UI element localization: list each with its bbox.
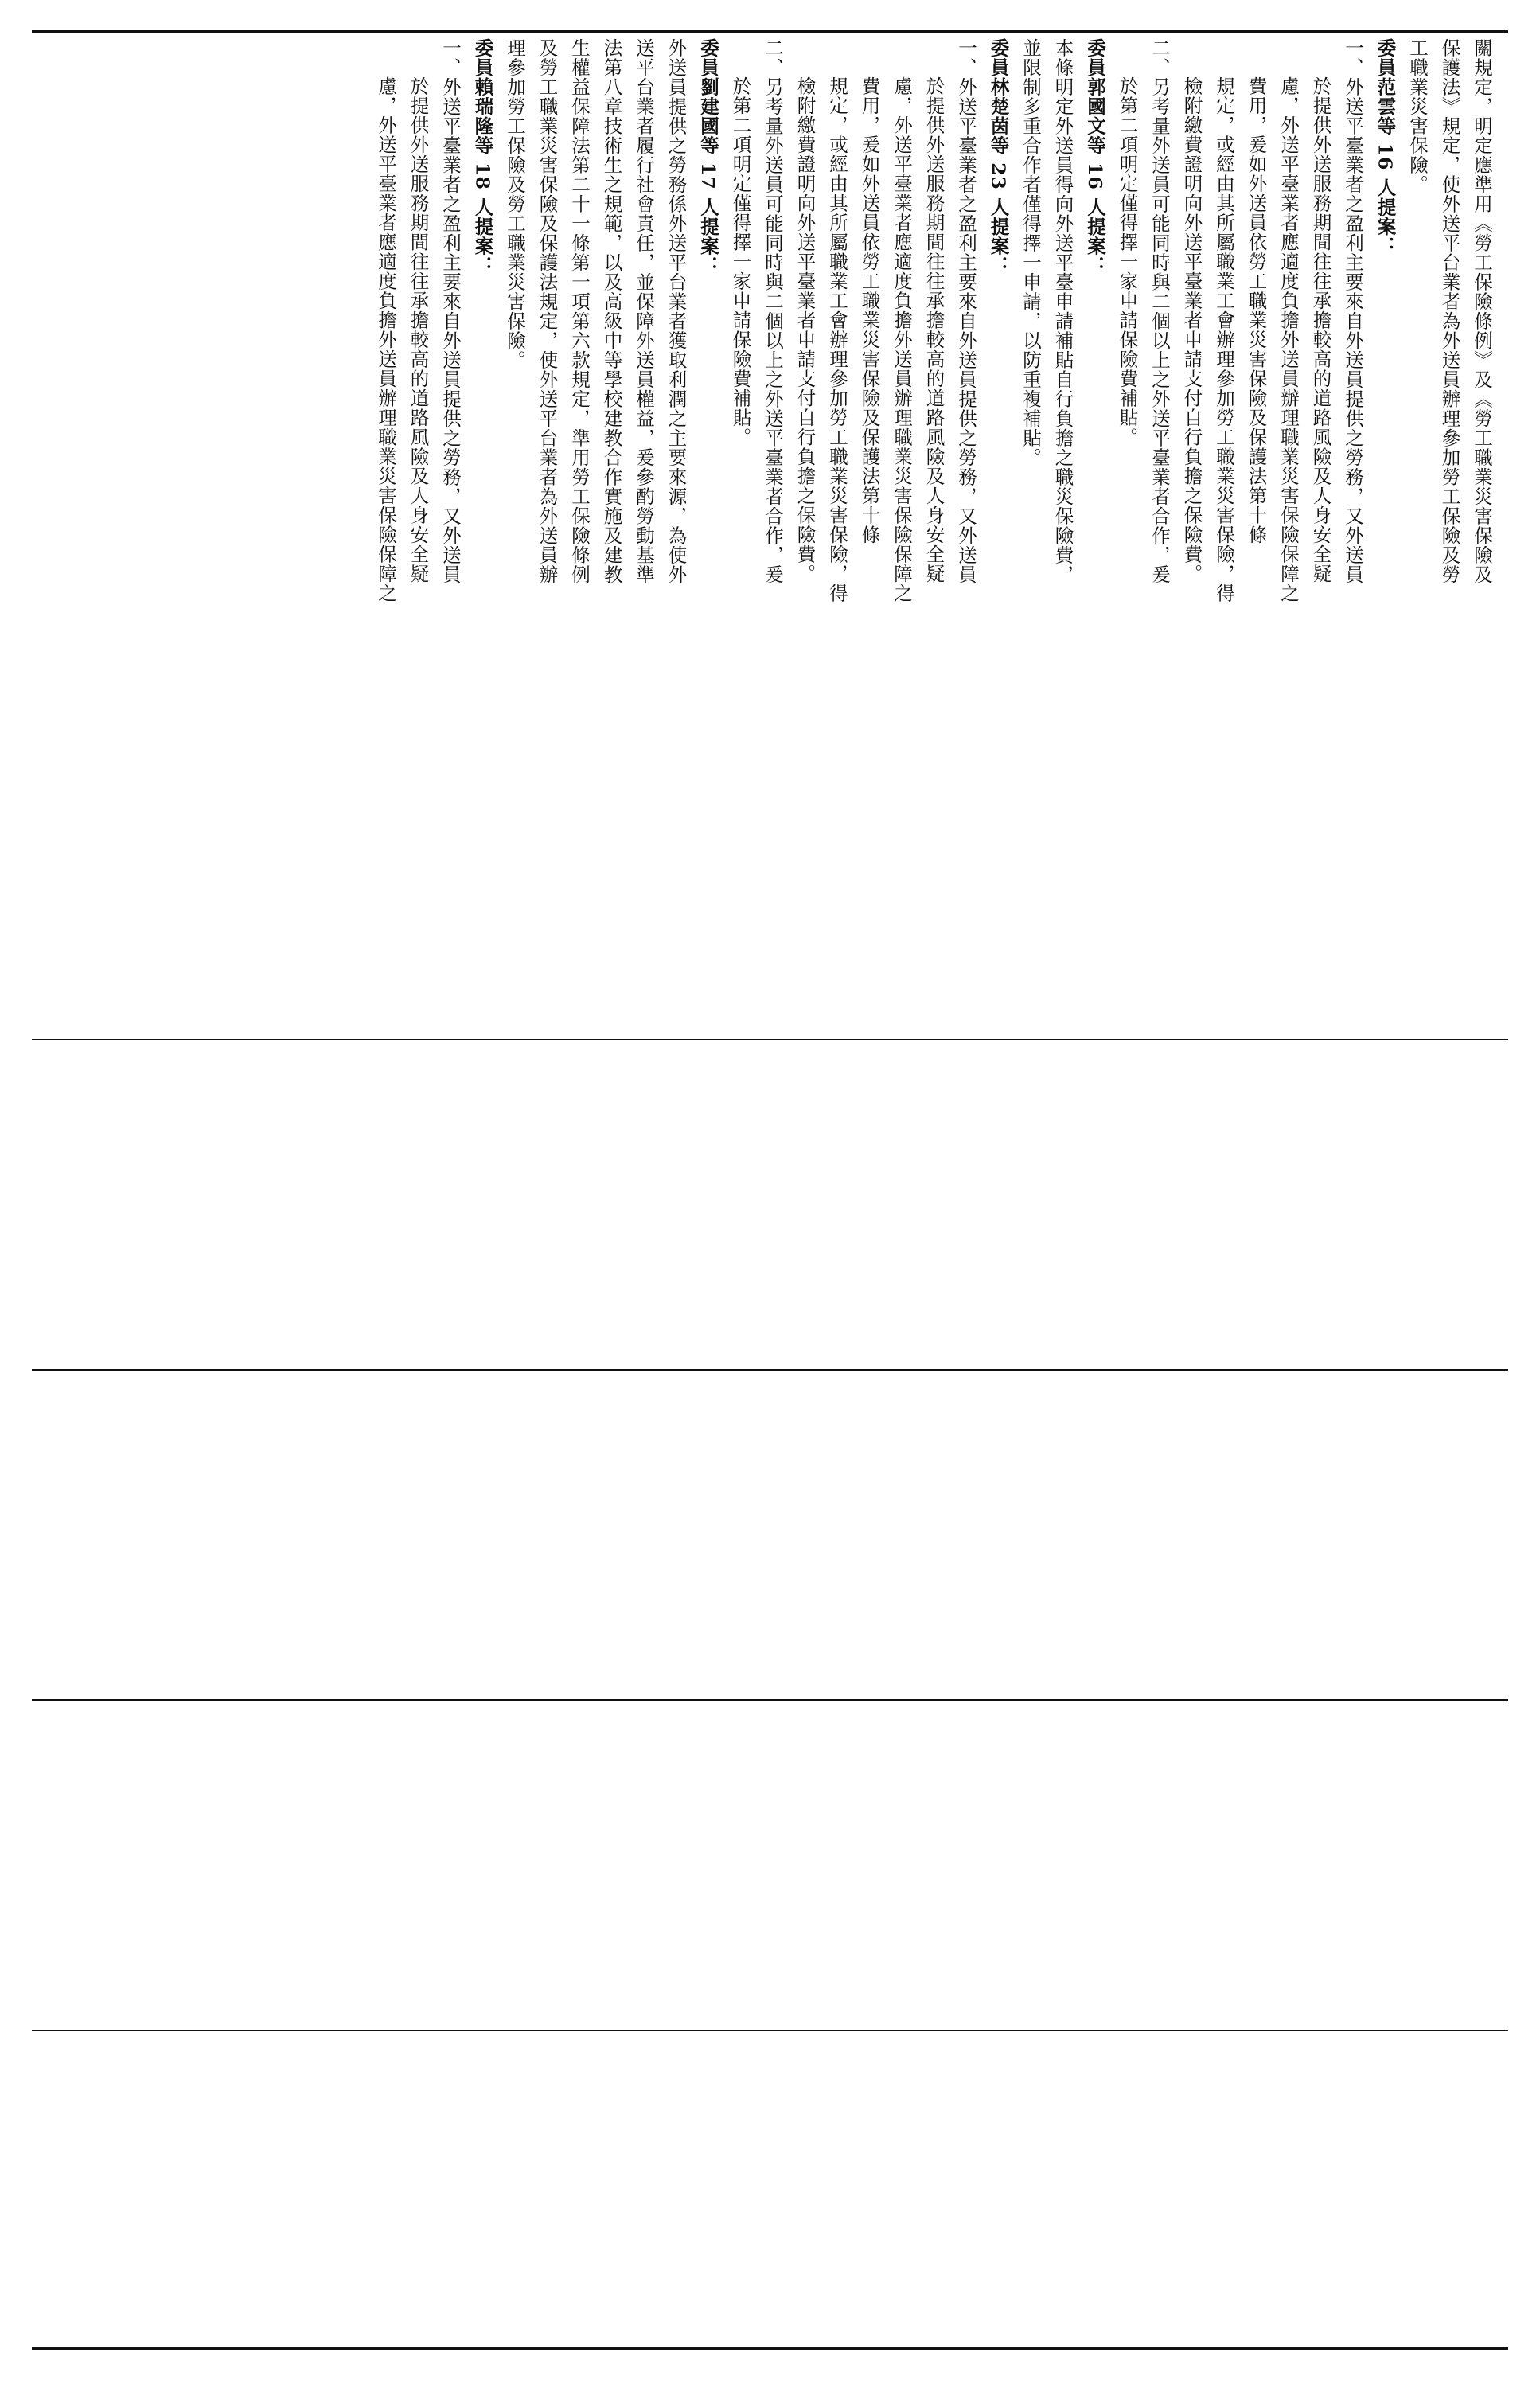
top-rule bbox=[32, 30, 1508, 33]
text-line: 外送員提供之勞務係外送平台業者獲取利潤之主要來源，為使外 bbox=[665, 38, 688, 584]
text-line: 慮，外送平臺業者應適度負擔外送員辦理職業災害保險保障之 bbox=[1277, 76, 1300, 603]
text-line: 費用，爰如外送員依勞工職業災害保險及保護法第十條 bbox=[1245, 76, 1268, 544]
bottom-rule bbox=[32, 2347, 1508, 2350]
text-line: 規定，或經由其所屬職業工會辦理參加勞工職業災害保險，得 bbox=[1213, 76, 1235, 603]
proposal-heading: 委員范雲等 16 人提案： bbox=[1374, 38, 1397, 256]
text-line: 慮，外送平臺業者應適度負擔外送員辦理職業災害保險保障之 bbox=[375, 76, 397, 603]
text-line: 於第二項明定僅得擇一家申請保險費補貼。 bbox=[729, 76, 752, 447]
vertical-text-block bbox=[33, 38, 1498, 711]
text-line: 關規定，明定應準用《勞工保險條例》及《勞工職業災害保險及 bbox=[1471, 38, 1493, 584]
text-line: 於提供外送服務期間往往承擔較高的道路風險及人身安全疑 bbox=[922, 76, 945, 583]
text-line: 本條明定外送員得向外送平臺申請補貼自行負擔之職災保險費， bbox=[1051, 38, 1074, 584]
text-line: 費用，爰如外送員依勞工職業災害保險及保護法第十條 bbox=[858, 76, 881, 544]
text-line: 工職業災害保險。 bbox=[1406, 38, 1429, 194]
text-line: 理參加勞工保險及勞工職業災害保險。 bbox=[504, 38, 526, 370]
text-line: 檢附繳費證明向外送平臺業者申請支付自行負擔之保險費。 bbox=[1180, 76, 1203, 583]
text-line: 於提供外送服務期間往往承擔較高的道路風險及人身安全疑 bbox=[1309, 76, 1332, 583]
text-line: 二、另考量外送員可能同時與二個以上之外送平臺業者合作，爰 bbox=[1148, 38, 1171, 584]
text-line: 及勞工職業災害保險及保護法規定，使外送平台業者為外送員辦 bbox=[536, 38, 559, 584]
proposal-heading: 委員郭國文等 16 人提案： bbox=[1084, 38, 1106, 276]
table-divider bbox=[32, 1699, 1508, 1701]
proposal-heading: 委員林楚茵等 23 人提案： bbox=[987, 38, 1010, 276]
table-divider bbox=[32, 1369, 1508, 1371]
text-line: 一、外送平臺業者之盈利主要來自外送員提供之勞務，又外送員 bbox=[439, 38, 462, 584]
proposal-heading: 委員劉建國等 17 人提案： bbox=[697, 38, 719, 276]
text-line: 規定，或經由其所屬職業工會辦理參加勞工職業災害保險，得 bbox=[826, 76, 848, 603]
text-line: 二、另考量外送員可能同時與二個以上之外送平臺業者合作，爰 bbox=[762, 38, 784, 584]
text-line: 並限制多重合作者僅得擇一申請，以防重複補貼。 bbox=[1020, 38, 1042, 467]
text-line: 保護法》規定，使外送平台業者為外送員辦理參加勞工保險及勞 bbox=[1438, 38, 1461, 584]
text-line: 慮，外送平臺業者應適度負擔外送員辦理職業災害保險保障之 bbox=[891, 76, 913, 603]
text-line: 一、外送平臺業者之盈利主要來自外送員提供之勞務，又外送員 bbox=[1342, 38, 1364, 584]
text-line: 生權益保障法第二十一條第一項第六款規定，準用勞工保險條例 bbox=[568, 38, 591, 584]
table-divider bbox=[32, 2030, 1508, 2031]
text-line: 法第八章技術生之規範，以及高級中等學校建教合作實施及建教 bbox=[600, 38, 623, 584]
text-line: 於提供外送服務期間往往承擔較高的道路風險及人身安全疑 bbox=[407, 76, 430, 583]
text-line: 於第二項明定僅得擇一家申請保險費補貼。 bbox=[1116, 76, 1139, 447]
table-divider bbox=[32, 1039, 1508, 1040]
proposal-heading: 委員賴瑞隆等 18 人提案： bbox=[471, 38, 494, 276]
text-line: 檢附繳費證明向外送平臺業者申請支付自行負擔之保險費。 bbox=[793, 76, 817, 583]
text-line: 一、外送平臺業者之盈利主要來自外送員提供之勞務，又外送員 bbox=[955, 38, 977, 584]
text-line: 送平台業者履行社會責任，並保障外送員權益，爰參酌勞動基準 bbox=[633, 38, 655, 584]
text-column bbox=[33, 38, 1498, 711]
